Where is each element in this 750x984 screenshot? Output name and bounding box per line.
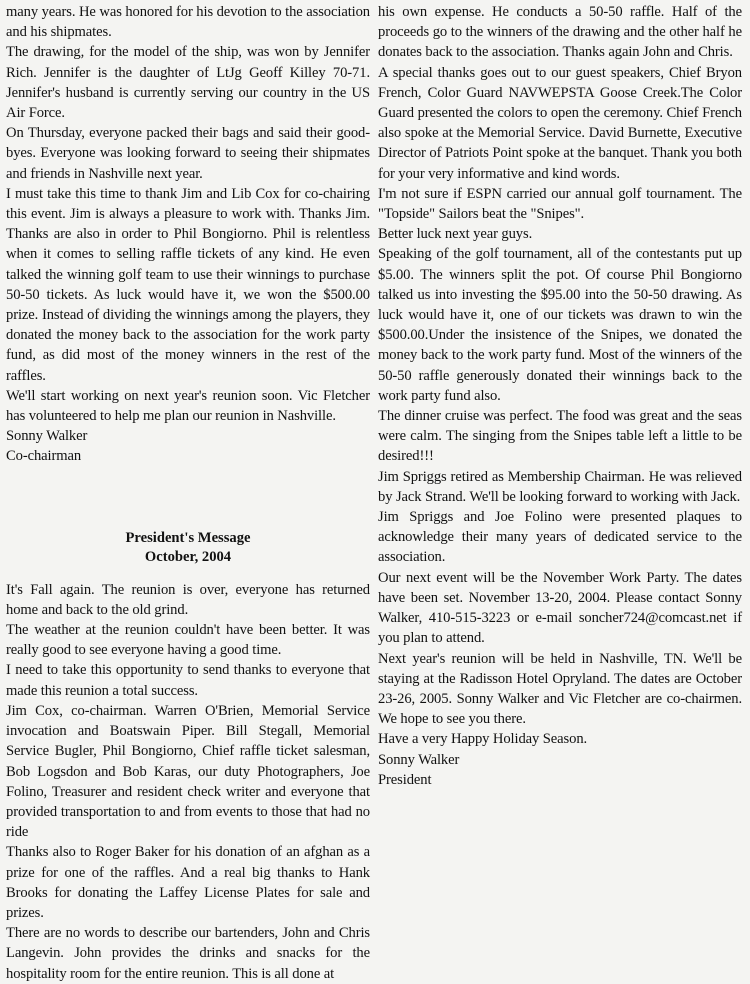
section-date: October, 2004: [144, 549, 232, 566]
paragraph: Have a very Happy Holiday Season.: [378, 731, 588, 748]
paragraph: I need to take this opportunity to send thanks to everyone that made this reunion a total success.: [6, 662, 370, 699]
paragraph: Next year's reunion will be held in Nashville, TN. We'll be staying at the Radisson Hotel Opryland. The dates are October 23-26, 2005. Sonny Walker and Vic Fletcher are co-chairmen. We hope to see you there.: [378, 650, 742, 728]
left-column: [6, 2, 370, 982]
paragraph: I must take this time to thank Jim and Lib Cox for co-chairing this event. Jim is always a pleasure to work with. Thanks Jim. Thanks are also in order to Phil Bongiorno. Phil is relentless when it comes to selling raffle tickets of any kind. He even talked the winning golf team to use their winnings to purchase 50-50 tickets. As luck would have it, we won the $500.00 prize. Instead of dividing the winnings among the players, they donated the money back to the association for the work party fund, as did most of the money winners in the rest of the raffles.: [6, 185, 370, 384]
paragraph: many years. He was honored for his devotion to the association and his shipmates.: [6, 4, 370, 41]
signature-title: Co-chairman: [6, 448, 82, 465]
paragraph: Jim Spriggs retired as Membership Chairman. He was relieved by Jack Strand. We'll be looking forward to working with Jack.: [378, 468, 742, 505]
paragraph: his own expense. He conducts a 50-50 raffle. Half of the proceeds go to the winners of the drawing and the other half he donates back to the association. Thanks again John and Chris.: [378, 4, 742, 61]
paragraph: Jim Cox, co-chairman. Warren O'Brien, Memorial Service invocation and Boatswain Piper. Bill Stegall, Memorial Service Bugler, Phil Bongiorno, Chief raffle ticket salesman, Bob Logsdon and Bob Karas, our duty Photographers, Joe Folino, Treasurer and resident check writer and everyone that provided transportation to and from events to those that had no ride: [6, 702, 370, 841]
paragraph: Our next event will be the November Work Party. The dates have been set. November 13-20, 2004. Please contact Sonny Walker, 410-515-3223 or e-mail soncher724@comcast.net if you plan to attend.: [378, 569, 742, 647]
paragraph: Jim Spriggs and Joe Folino were presented plaques to acknowledge their many years of dedicated service to the association.: [378, 509, 742, 566]
right-column: [378, 2, 742, 963]
paragraph: I'm not sure if ESPN carried our annual golf tournament. The "Topside" Sailors beat the "Snipes".: [378, 185, 742, 223]
paragraph: We'll start working on next year's reunion soon. Vic Fletcher has volunteered to help me plan our reunion in Nashville.: [6, 387, 370, 425]
signature-name: Sonny Walker: [378, 751, 460, 768]
paragraph: On Thursday, everyone packed their bags and said their good-byes. Everyone was looking forward to seeing their shipmates and friends in Nashville next year.: [6, 125, 370, 182]
paragraph: Thanks also to Roger Baker for his donation of an afghan as a prize for one of the raffles. And a real big thanks to Hank Brooks for donating the Laffey License Plates for sale and prizes.: [6, 844, 370, 921]
paragraph: Better luck next year guys.: [378, 226, 533, 243]
paragraph: The drawing, for the model of the ship, was won by Jennifer Rich. Jennifer is the daughter of LtJg Geoff Killey 70-71. Jennifer's husband is currently serving our country in the US Air Force.: [6, 44, 370, 122]
paragraph: Speaking of the golf tournament, all of the contestants put up $5.00. The winners split the pot. Of course Phil Bongiorno talked us into investing the $95.00 into the 50-50 drawing. As luck would have it, one of our tickets was drawn to win the $500.00.Under the insistence of the Snipes, we donated the money back to the work party fund. Most of the winners of the 50-50 raffle generously donated their winnings back to the work party fund also.: [378, 246, 742, 404]
paragraph: There are no words to describe our bartenders, John and Chris Langevin. John provides the drinks and snacks for the hospitality room for the entire reunion. This is all done at: [6, 925, 370, 982]
signature-name: Sonny Walker: [6, 428, 88, 445]
paragraph: The dinner cruise was perfect. The food was great and the seas were calm. The singing from the Snipes table left a little to be desired!!!: [378, 408, 742, 465]
section-heading: President's Message: [125, 529, 251, 546]
signature-title: President: [378, 771, 432, 788]
paragraph: The weather at the reunion couldn't have been better. It was really good to see everyone having a good time.: [6, 622, 370, 659]
paragraph: It's Fall again. The reunion is over, everyone has returned home and back to the old grind.: [6, 581, 370, 618]
paragraph: A special thanks goes out to our guest speakers, Chief Bryon French, Color Guard NAVWEPSTA Goose Creek.The Color Guard presented the colors to open the ceremony. Chief French also spoke at the Memorial Service. David Burnette, Executive Director of Patriots Point spoke at the banquet. Thank you both for your very informative and kind words.: [378, 64, 742, 182]
